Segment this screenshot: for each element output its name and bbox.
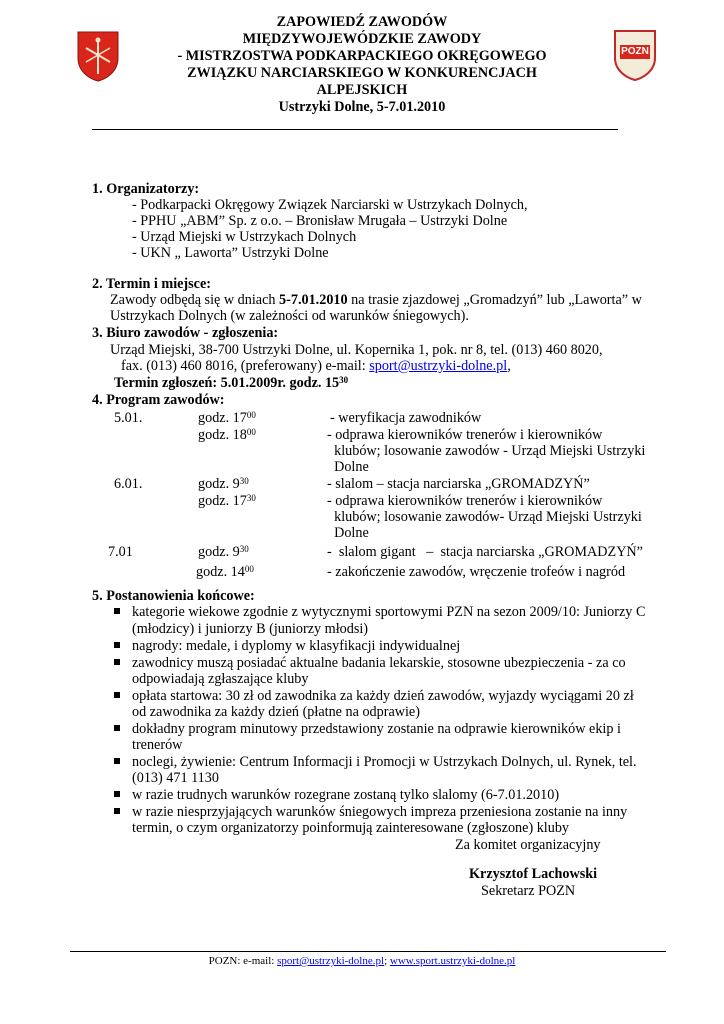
rule-item-cont: odpowiadają zgłaszające kluby [132, 671, 309, 687]
title-place-date: Ustrzyki Dolne, 5-7.01.2010 [278, 99, 446, 115]
program-desc: klubów; losowanie zawodów - Urząd Miejski Ustrzyki [327, 443, 646, 459]
rule-item: w razie trudnych warunków rozegrane zostaną tylko slalomy (6-7.01.2010) [132, 787, 560, 803]
program-desc: Dolne [327, 525, 369, 541]
program-desc: - slalom gigant – stacja narciarska „GROMADZYŃ” [327, 544, 643, 560]
pozn-logo-text: POZN [621, 46, 649, 57]
date-venue-line: Zawody odbędą się w dniach 5-7.01.2010 na trasie zjazdowej „Gromadzyń” lub „Laworta” w [110, 292, 642, 308]
rule-item: dokładny program minutowy przedstawiony zostanie na odprawie kierowników ekip i [132, 721, 621, 737]
rule-item-cont: termin, o czym organizatorzy poinformują zainteresowane (zgłoszone) kluby [132, 820, 570, 836]
organizer-item: - Urząd Miejski w Ustrzykach Dolnych [132, 229, 357, 245]
rule-item: noclegi, żywienie: Centrum Informacji i Promocji w Ustrzykach Dolnych, ul. Rynek, tel. [132, 754, 637, 770]
section-5-title: 5. Postanowienia końcowe: [92, 588, 255, 604]
title-line-3: - MISTRZOSTWA PODKARPACKIEGO OKRĘGOWEGO [177, 48, 547, 64]
program-time: godz. $9^{30}$ [198, 544, 249, 560]
rule-item: w razie niesprzyjających warunków śniegowych impreza przeniesiona zostanie na inny [132, 804, 628, 820]
program-desc: - odprawa kierowników trenerów i kierowników [327, 427, 603, 443]
title-line-4: ZWIĄZKU NARCIARSKIEGO W KONKURENCJACH [187, 65, 537, 81]
entry-deadline: Termin zgłoszeń: 5.01.2009r. godz. $15^{30}$ [114, 375, 349, 391]
committee-line: Za komitet organizacyjny [455, 837, 601, 853]
bullet-square-icon [114, 754, 120, 771]
section-1-title: 1. Organizatorzy: [92, 181, 200, 197]
bullet-square-icon [114, 655, 120, 672]
rule-item-cont: od zawodnika za każdy dzień (płatne na odprawie) [132, 704, 420, 720]
program-desc: Dolne [327, 459, 369, 475]
rule-item-cont: (013) 471 1130 [132, 770, 219, 786]
rule-item: nagrody: medale, i dyplomy w klasyfikacji indywidualnej [132, 638, 461, 654]
rule-item-cont: trenerów [132, 737, 183, 753]
rule-item: zawodnicy muszą posiadać aktualne badania lekarskie, stosowne ubezpieczenia - za co [132, 655, 626, 671]
program-time: godz. $17^{30}$ [198, 493, 256, 509]
bullet-square-icon [114, 804, 120, 821]
footer-rule [70, 951, 666, 952]
title-main: ZAPOWIEDŹ ZAWODÓW [276, 14, 448, 30]
program-desc: - weryfikacja zawodników [330, 410, 482, 426]
email-link[interactable]: sport@ustrzyki-dolne.pl [369, 358, 508, 374]
title-line-5: ALPEJSKICH [316, 82, 408, 98]
organizer-item: - PPHU „ABM” Sp. z o.o. – Bronisław Mrugała – Ustrzyki Dolne [132, 213, 508, 229]
bullet-square-icon [114, 604, 120, 621]
program-day: 7.01 [108, 544, 133, 560]
program-time: godz. $17^{00}$ [198, 410, 256, 426]
rule-item: kategorie wiekowe zgodnie z wytycznymi sportowymi PZN na sezon 2009/10: Juniorzy C [132, 604, 646, 620]
footer: POZN: e-mail: sport@ustrzyki-dolne.pl; www.sport.ustrzyki-dolne.pl [208, 955, 516, 967]
program-time: godz. $9^{30}$ [198, 476, 249, 492]
section-2-title: 2. Termin i miejsce: [92, 276, 211, 292]
program-time: godz. $18^{00}$ [198, 427, 256, 443]
rule-item-cont: (młodzicy) i juniorzy B (juniorzy młodsi) [132, 621, 369, 637]
program-desc: - zakończenie zawodów, wręczenie trofeów i nagród [327, 564, 626, 580]
header-rule [92, 129, 618, 130]
rule-item: opłata startowa: 30 zł od zawodnika za każdy dzień zawodów, wyjazdy wyciągami 20 zł [132, 688, 634, 704]
bullet-square-icon [114, 688, 120, 705]
program-day: 5.01. [114, 410, 143, 426]
bullet-square-icon [114, 721, 120, 738]
title-line-2: MIĘDZYWOJEWÓDZKIE ZAWODY [242, 31, 482, 47]
organizer-item: - Podkarpacki Okręgowy Związek Narciarski w Ustrzykach Dolnych, [132, 197, 528, 213]
footer-website-link[interactable]: www.sport.ustrzyki-dolne.pl [389, 955, 516, 967]
section-3-title: 3. Biuro zawodów - zgłoszenia: [92, 325, 279, 341]
signer-role: Sekretarz POZN [481, 883, 576, 899]
organizer-item: - UKN „ Laworta” Ustrzyki Dolne [132, 245, 329, 261]
program-desc: - slalom – stacja narciarska „GROMADZYŃ” [327, 476, 590, 492]
program-desc: klubów; losowanie zawodów- Urząd Miejski Ustrzyki [327, 509, 642, 525]
office-contact: fax. (013) 460 8016, (preferowany) e-mail: sport@ustrzyki-dolne.pl, [121, 358, 511, 374]
bullet-square-icon [114, 638, 120, 655]
program-desc: - odprawa kierowników trenerów i kierowników [327, 493, 603, 509]
program-time: godz. $14^{00}$ [196, 564, 254, 580]
program-day: 6.01. [114, 476, 143, 492]
signer-name: Krzysztof Lachowski [469, 866, 598, 882]
office-address: Urząd Miejski, 38-700 Ustrzyki Dolne, ul. Kopernika 1, pok. nr 8, tel. (013) 460 8020, [110, 342, 603, 358]
footer-email-link[interactable]: sport@ustrzyki-dolne.pl [277, 955, 385, 967]
bullet-square-icon [114, 787, 120, 804]
section-4-title: 4. Program zawodów: [92, 392, 225, 408]
date-venue-line-2: Ustrzykach Dolnych (w zależności od warunków śniegowych). [110, 308, 469, 324]
